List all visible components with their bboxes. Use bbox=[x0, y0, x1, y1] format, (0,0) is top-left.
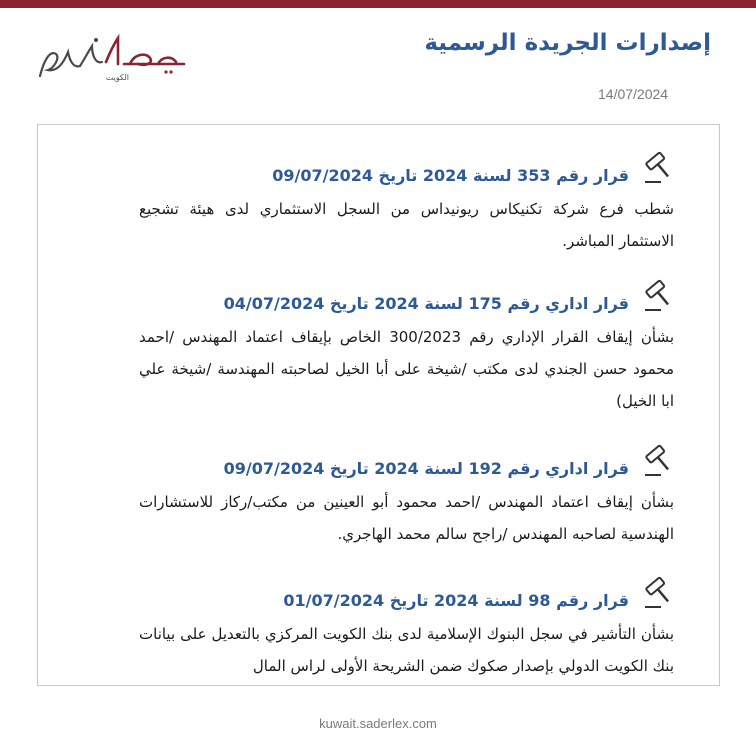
top-accent-bar bbox=[0, 0, 756, 8]
logo-wordmark bbox=[189, 32, 190, 33]
item-body: بشأن التأشير في سجل البنوك الإسلامية لدى بنك الكويت المركزي بالتعديل على بيانات بنك الكويت الدولي بإصدار صكوك ضمن الشريحة الأولى لراس المال bbox=[139, 625, 674, 675]
item-body: بشأن إيقاف القرار الإداري رقم 300/2023 الخاص بإيقاف اعتماد المهندس /احمد محمود حسن الجندي لدى مكتب /شيخة على أبا الخيل لصاحبته المهندسة /شيخة علي ابا الخيل) bbox=[139, 328, 674, 410]
item-body: بشأن إيقاف اعتماد المهندس /احمد محمود أبو العينين من مكتب/ركاز للاستشارات الهندسية لصاحبه المهندس /راجح سالم محمد الهاجري. bbox=[139, 493, 674, 543]
gavel-icon bbox=[643, 444, 679, 478]
gavel-icon bbox=[643, 151, 679, 185]
saderlex-logo[interactable] bbox=[34, 32, 189, 84]
page-title: إصدارات الجريدة الرسمية bbox=[424, 30, 711, 56]
logo-subtext: الكويت bbox=[105, 73, 129, 82]
gavel-icon bbox=[643, 279, 679, 313]
footer-url[interactable]: kuwait.saderlex.com bbox=[319, 716, 437, 731]
item-title[interactable]: قرار اداري رقم 192 لسنة 2024 تاريخ 09/07/2024 bbox=[223, 459, 629, 478]
item-title[interactable]: قرار رقم 98 لسنة 2024 تاريخ 01/07/2024 bbox=[283, 591, 629, 610]
gavel-icon bbox=[643, 576, 679, 610]
item-title[interactable]: قرار اداري رقم 175 لسنة 2024 تاريخ 04/07/2024 bbox=[223, 294, 629, 313]
item-body: شطب فرع شركة تكنيكاس ريونيداس من السجل الاستثماري لدى هيئة تشجيع الاستثمار المباشر. bbox=[139, 200, 674, 250]
item-title[interactable]: قرار رقم 353 لسنة 2024 تاريخ 09/07/2024 bbox=[272, 166, 629, 185]
page-date: 14/07/2024 bbox=[598, 86, 669, 102]
gazette-list bbox=[37, 124, 720, 686]
